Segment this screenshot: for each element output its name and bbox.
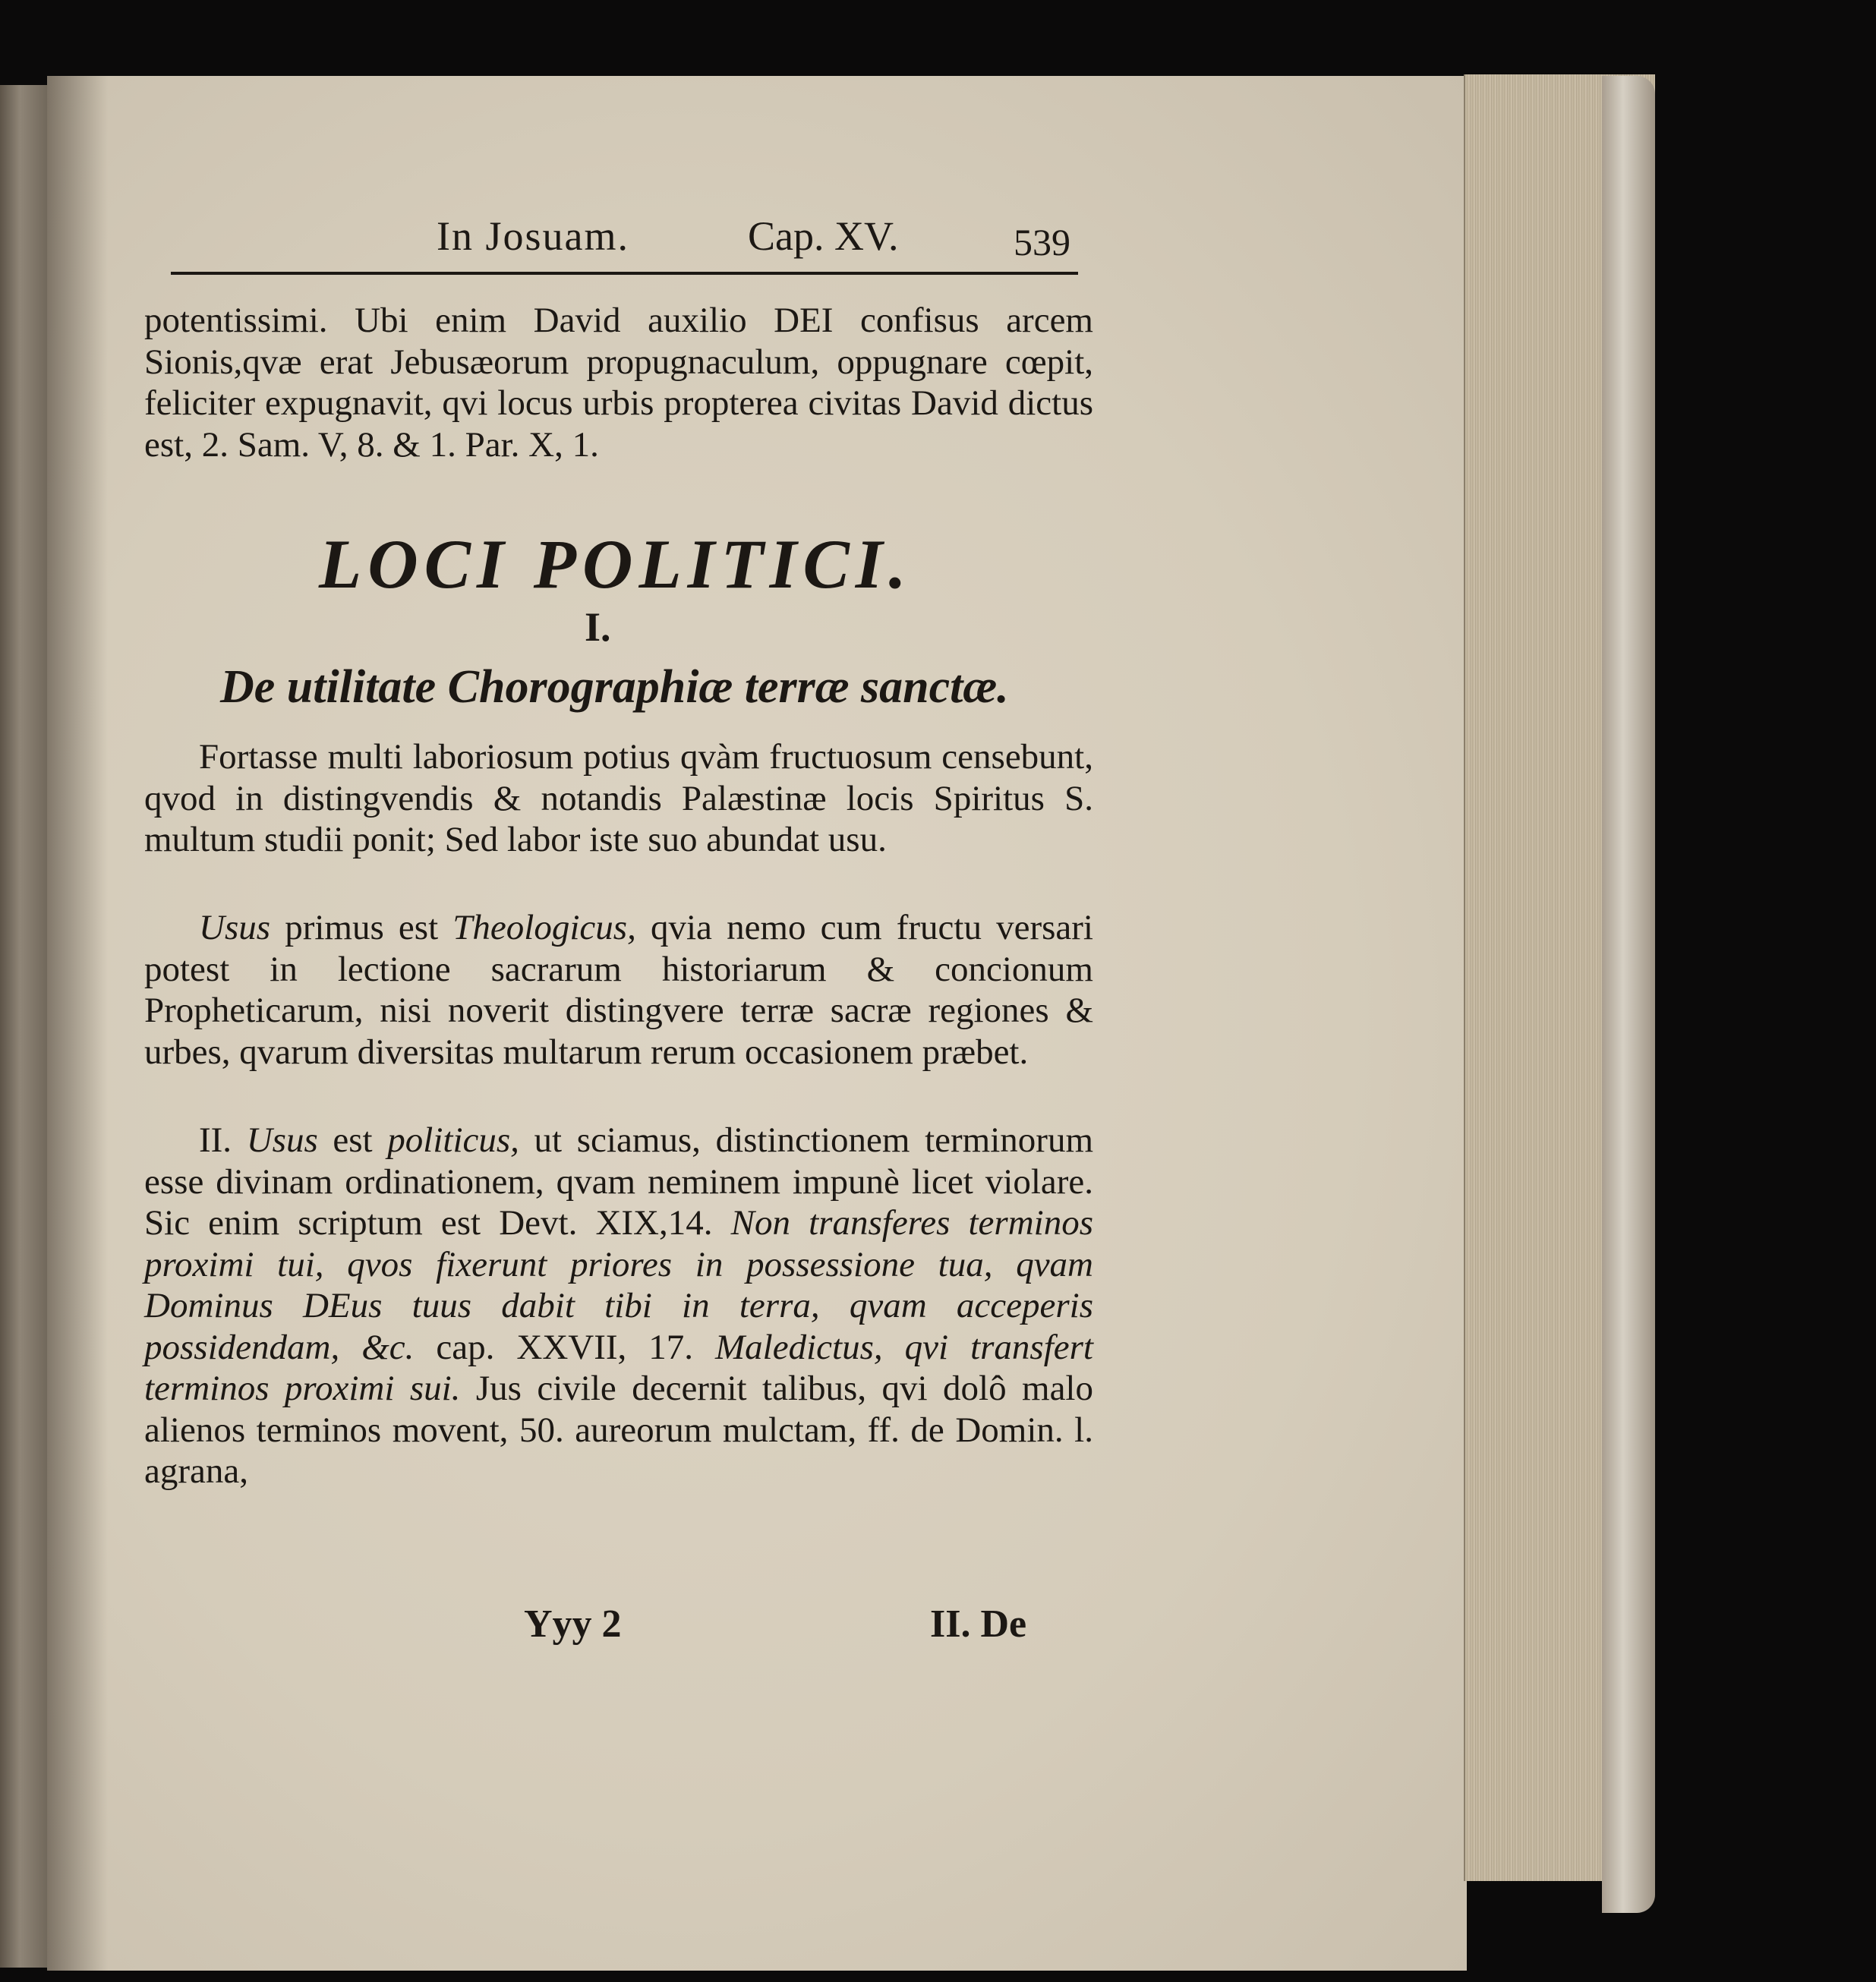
usus-primus-label: Usus [199,908,271,947]
previous-page-edge [0,85,52,1968]
paragraph-4-run-3: cap. XXVII, 17. [414,1327,716,1367]
running-title: In Josuam. [437,213,629,259]
paragraph-4-text [144,1120,1093,1492]
gutter-shadow [47,76,108,1971]
paragraph-4-run-1: est [317,1120,388,1160]
book-cover-edge [1602,76,1655,1913]
paragraph-1-text: potentissimi. Ubi enim David auxilio DEI confisus arcem Sionis,qvæ erat Jebusæorum propugnaculum, oppugnare cœpit, feliciter expugnavit, qvi locus urbis propterea civitas David dictus est, 2. Sam. V, 8. & 1. Par. X, 1. [144,301,1093,465]
paragraph-1 [144,300,1093,465]
usus-label: Usus [246,1120,318,1160]
paragraph-3-text [144,907,1093,1073]
politicus-label: politicus, [387,1120,519,1160]
paragraph-2 [144,736,1093,861]
paragraph-2-text: Fortasse multi laboriosum potius qvàm fructuosum censebunt, qvod in distingvendis & notandis Palæstinæ locis Spiritus S. multum studii ponit; Sed labor iste suo abundat usu. [144,737,1093,859]
paragraph-4-run-4: Jus civile decernit talibus, qvi dolô malo alienos terminos movent, 50. aureorum mulctam, ff. de Domin. l. agrana, [144,1369,1093,1491]
paragraph-4-numeral: II. [199,1120,247,1160]
chapter-label: Cap. XV. [748,213,899,259]
paragraph-3-run-1: primus est [270,908,453,947]
catchword: II. De [930,1602,1027,1646]
page-number: 539 [1014,221,1070,263]
paragraph-3 [144,907,1093,1073]
paragraph-3-run-2: qvia nemo cum fructu versari potest in lectione sacrarum historiarum & concionum Propheticarum, nisi noverit distingvere terræ sacræ regiones & urbes, qvarum diversitas multarum rerum occasionem præbet. [144,908,1093,1072]
paragraph-4-run-2: ut sciamus, distinctionem terminorum esse divinam ordinationem, qvam neminem impunè licet violare. Sic enim scriptum est Devt. XIX,14. [144,1120,1093,1243]
paragraph-4 [144,1120,1093,1492]
signature-mark: Yyy 2 [524,1602,622,1646]
section-heading: LOCI POLITICI. [319,525,913,603]
header-rule [171,272,1078,275]
section-numeral: I. [585,604,611,650]
deuteronomy-quote: Non transferes terminos proximi tui, qvos fixerunt priores in possessione tua, qvam Dominus DEus tuus dabit tibi in terra, qvam acceperis possidendam, &c. [144,1203,1093,1367]
theologicus-label: Theologicus, [452,908,636,947]
section-subheading: De utilitate Chorographiæ terræ sanctæ. [220,661,1009,713]
running-header [171,213,1089,266]
maledictus-quote: Maledictus, qvi transfert terminos proximi sui. [144,1327,1093,1408]
